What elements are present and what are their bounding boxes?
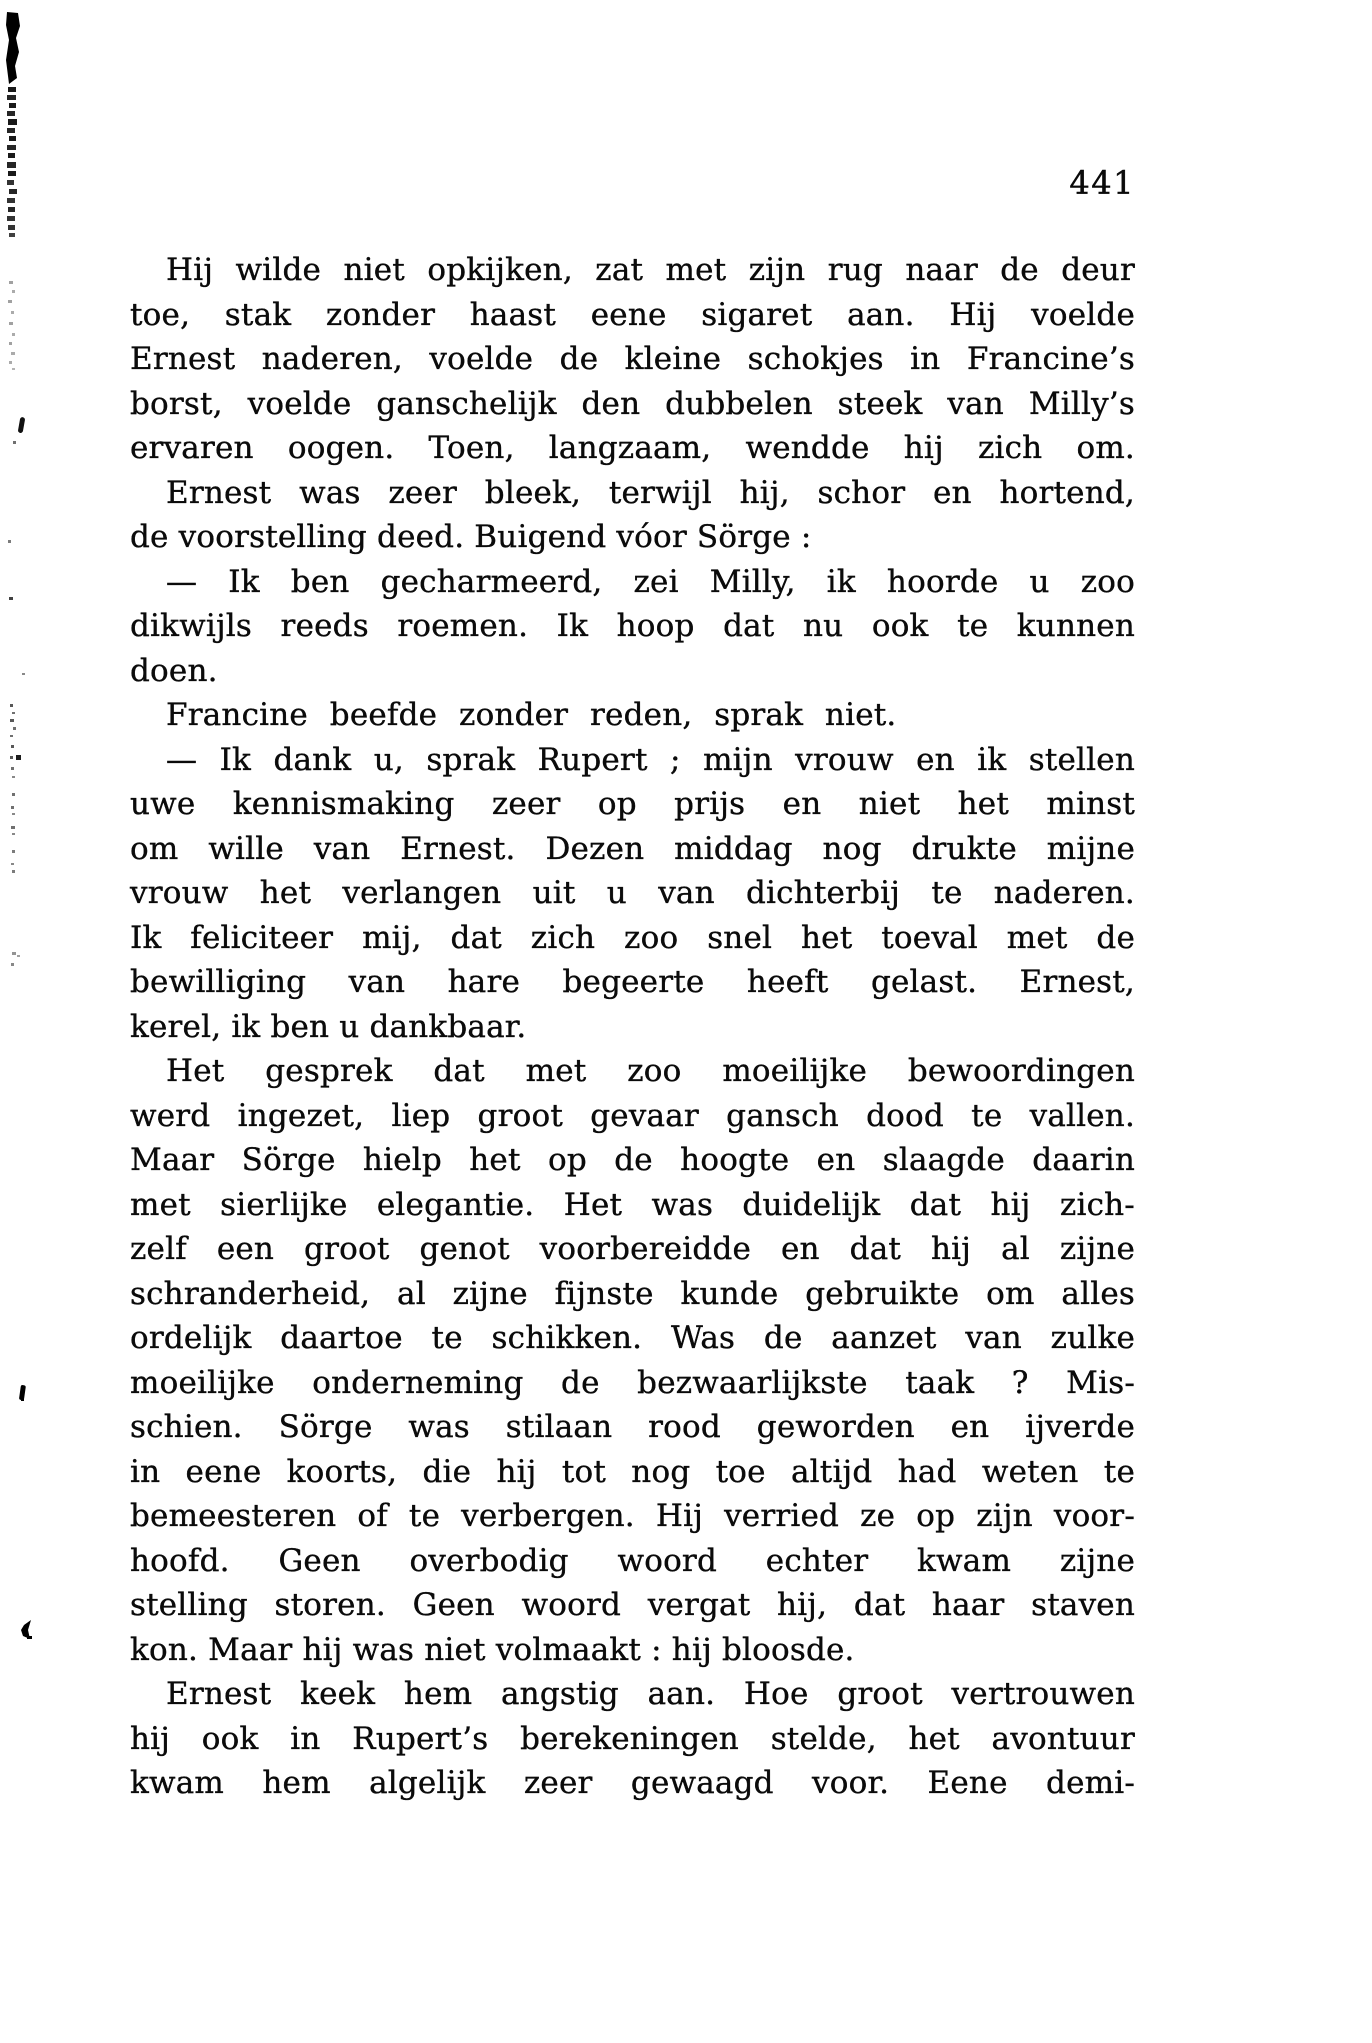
text-line: — Ik ben gecharmeerd, zei Milly, ik hoorde u zoo <box>166 563 1135 600</box>
text-line: bemeesteren of te verbergen. Hij verried ze op zijn voor- <box>130 1498 1135 1534</box>
text-line: vrouw het verlangen uit u van dichterbij te naderen. <box>130 875 1135 911</box>
text-line: hij ook in Rupert’s berekeningen stelde, het avontuur <box>130 1720 1135 1757</box>
paragraph <box>130 693 1135 738</box>
text-line: kon. Maar hij was niet volmaakt : hij bloosde. <box>130 1631 855 1668</box>
margin-mark-icon <box>19 1385 26 1401</box>
binding-smudge-icon <box>6 12 20 237</box>
text-line: Ernest was zeer bleek, terwijl hij, schor en hortend, <box>166 474 1135 511</box>
text-line: Maar Sörge hielp het op de hoogte en slaagde daarin <box>130 1142 1135 1178</box>
paragraph <box>130 471 1135 560</box>
text-line: bewilliging van hare begeerte heeft gelast. Ernest, <box>130 964 1135 1000</box>
text-line: borst, voelde ganschelijk den dubbelen steek van Milly’s <box>130 385 1135 422</box>
text-line: hoofd. Geen overbodig woord echter kwam zijne <box>130 1542 1135 1579</box>
text-line: uwe kennismaking zeer op prijs en niet het minst <box>130 786 1135 822</box>
text-line: dikwijls reeds roemen. Ik hoop dat nu ook te kunnen <box>130 608 1135 644</box>
paragraph <box>130 1672 1135 1806</box>
text-line: ervaren oogen. Toen, langzaam, wendde hij zich om. <box>130 430 1135 466</box>
text-line: Ik feliciteer mij, dat zich zoo snel het toeval met de <box>130 919 1135 956</box>
margin-blob-icon <box>21 1620 32 1639</box>
text-line: moeilijke onderneming de bezwaarlijkste taak ? Mis- <box>130 1364 1135 1401</box>
text-line: schranderheid, al zijne fijnste kunde gebruikte om alles <box>130 1275 1135 1312</box>
text-line: schien. Sörge was stilaan rood geworden en ijverde <box>130 1409 1135 1445</box>
paragraph <box>130 560 1135 694</box>
text-line: werd ingezet, liep groot gevaar gansch dood te vallen. <box>130 1097 1135 1134</box>
text-line: kwam hem algelijk zeer gewaagd voor. Eene demi- <box>130 1765 1135 1801</box>
text-line: Ernest keek hem angstig aan. Hoe groot vertrouwen <box>166 1676 1135 1712</box>
text-line: doen. <box>130 652 218 689</box>
text-line: kerel, ik ben u dankbaar. <box>130 1008 527 1045</box>
text-line: stelling storen. Geen woord vergat hij, dat haar staven <box>130 1587 1135 1623</box>
text-line: met sierlijke elegantie. Het was duidelijk dat hij zich- <box>130 1186 1135 1223</box>
page-number: 441 <box>1069 164 1135 202</box>
text-line: — Ik dank u, sprak Rupert ; mijn vrouw en ik stellen <box>166 741 1135 778</box>
text-line: zelf een groot genot voorbereidde en dat hij al zijne <box>130 1231 1135 1267</box>
paragraph <box>130 248 1135 471</box>
scan-binding-artifacts <box>0 0 40 2043</box>
text-line: Ernest naderen, voelde de kleine schokjes in Francine’s <box>130 341 1135 377</box>
text-line: Het gesprek dat met zoo moeilijke bewoordingen <box>166 1053 1135 1089</box>
text-line: in eene koorts, die hij tot nog toe altijd had weten te <box>130 1453 1135 1490</box>
paragraph <box>130 1049 1135 1672</box>
text-line: ordelijk daartoe te schikken. Was de aanzet van zulke <box>130 1320 1135 1356</box>
text-line: toe, stak zonder haast eene sigaret aan. Hij voelde <box>130 296 1135 333</box>
text-line: Hij wilde niet opkijken, zat met zijn rug naar de deur <box>166 252 1135 288</box>
text-line: om wille van Ernest. Dezen middag nog drukte mijne <box>130 830 1135 867</box>
text-line: de voorstelling deed. Buigend vóor Sörge : <box>130 519 812 555</box>
ink-speckles-icon <box>8 281 15 370</box>
ink-speck-marks-icon <box>8 417 25 966</box>
page-text <box>130 248 1135 1806</box>
paragraph <box>130 738 1135 1050</box>
text-line: Francine beefde zonder reden, sprak niet. <box>166 697 897 733</box>
